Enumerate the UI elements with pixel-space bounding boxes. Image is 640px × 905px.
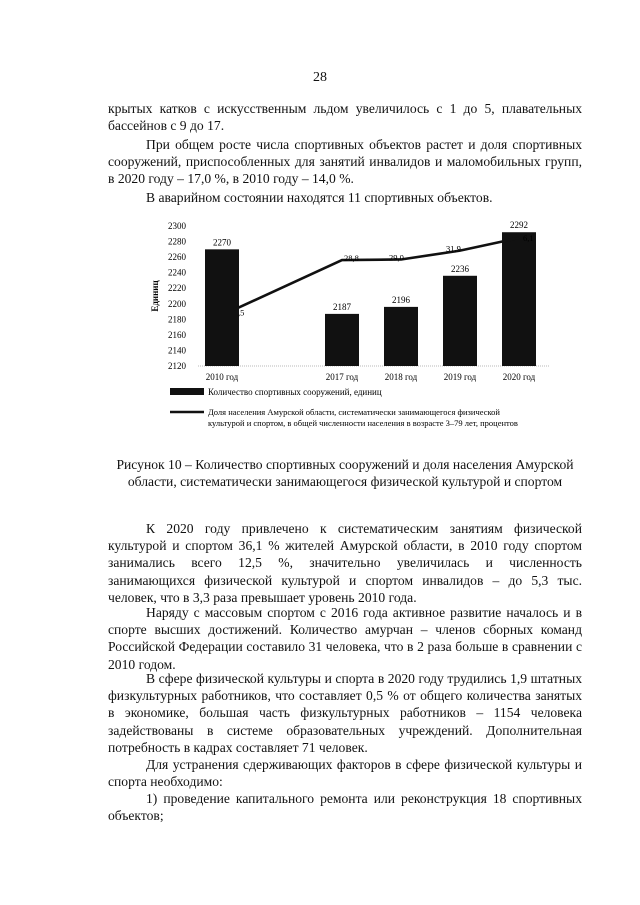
- chart-svg: [150, 216, 570, 466]
- x-tick-label: 2020 год: [502, 372, 536, 382]
- y-tick-label: 2220: [168, 283, 186, 294]
- bar-value-label: 2196: [392, 294, 410, 305]
- y-tick-label: 2260: [168, 252, 186, 263]
- page-number: 28: [313, 70, 327, 85]
- y-tick-label: 2180: [168, 314, 186, 325]
- bar-3: [443, 276, 477, 366]
- paragraph-continuation: крытых катков с искусственным льдом увеличилось с 1 до 5, плавательных бассейнов с 9 до 17.: [108, 101, 582, 134]
- line-value-label: ,5: [238, 307, 245, 318]
- y-axis-label: Единиц: [150, 280, 160, 312]
- sports-facilities-chart: [150, 216, 570, 466]
- x-tick-label: 2010 год: [205, 372, 239, 382]
- line-value-label: 6,1: [523, 232, 534, 243]
- line-value-label: 29,0: [389, 252, 404, 263]
- y-tick-label: 2120: [168, 361, 186, 371]
- paragraph-staff: В сфере физической культуры и спорта в 2020 году трудились 1,9 штатных физкультурных работников, что составляет 0,5 % от общего количества занятых в экономике, большая часть физкультурных работников – 1154 человека задействованы в системе образовательных учреждений. Дополнительная потребность в кадрах составляет 71 человек.: [108, 671, 582, 755]
- bar-value-label: 2270: [213, 237, 231, 248]
- x-tick-label: 2019 год: [443, 372, 477, 382]
- line-value-label: 31,9: [446, 243, 461, 254]
- paragraph-measures-intro: Для устранения сдерживающих факторов в сфере физической культуры и спорта необходимо:: [108, 757, 582, 790]
- bar-value-label: 2292: [510, 220, 528, 231]
- legend-bar-label: Количество спортивных сооружений, единиц: [208, 387, 382, 397]
- y-tick-label: 2280: [168, 236, 186, 247]
- paragraph-high-achievement: Наряду с массовым спортом с 2016 года активное развитие началось и в спорте высших достижений. Количество амурчан – членов сборных команд Российской Федерации составило 31 человека, что в 2 раза больше в сравнении с 2010 годом.: [108, 605, 582, 672]
- paragraph-accessibility: При общем росте числа спортивных объектов растет и доля спортивных сооружений, приспособленных для занятий инвалидов и маломобильных групп, в 2020 году – 17,0 %, в 2010 году – 14,0 %.: [108, 137, 582, 187]
- paragraph-measure-1: 1) проведение капитального ремонта или реконструкция 18 спортивных объектов;: [108, 791, 582, 824]
- legend-line-label: Доля населения Амурской области, систематически занимающегося физической культурой и спортом, в общей численности населения в возрасте 3–79 лет, процентов: [208, 407, 518, 428]
- bar-value-label: 2187: [333, 301, 351, 312]
- figure-caption: Рисунок 10 – Количество спортивных сооружений и доля населения Амурской области, систематически занимающегося физической культурой и спортом: [116, 457, 574, 490]
- y-tick-label: 2240: [168, 267, 186, 278]
- line-value-label: 28,8: [344, 253, 359, 264]
- paragraph-participation: К 2020 году привлечено к систематическим занятиям физической культурой и спортом 36,1 % жителей Амурской области, в 2010 году спортом занимались всего 12,5 %, значительно увеличилась и численность занимающихся физической культурой и спортом инвалидов – до 5,3 тыс. человек, что в 3,3 раза превышает уровень 2010 года.: [108, 521, 582, 605]
- paragraph-emergency: В аварийном состоянии находятся 11 спортивных объектов.: [146, 190, 493, 205]
- bar-0: [205, 249, 239, 366]
- bar-value-label: 2236: [451, 263, 469, 274]
- y-tick-label: 2140: [168, 345, 186, 356]
- y-tick-label: 2200: [168, 298, 186, 309]
- bar-1: [325, 314, 359, 366]
- legend-bar-swatch: [170, 388, 204, 395]
- x-tick-label: 2018 год: [384, 372, 418, 382]
- bar-2: [384, 307, 418, 366]
- y-tick-label: 2160: [168, 329, 186, 340]
- bar-4: [502, 232, 536, 366]
- x-tick-label: 2017 год: [325, 372, 359, 382]
- y-tick-label: 2300: [168, 221, 186, 231]
